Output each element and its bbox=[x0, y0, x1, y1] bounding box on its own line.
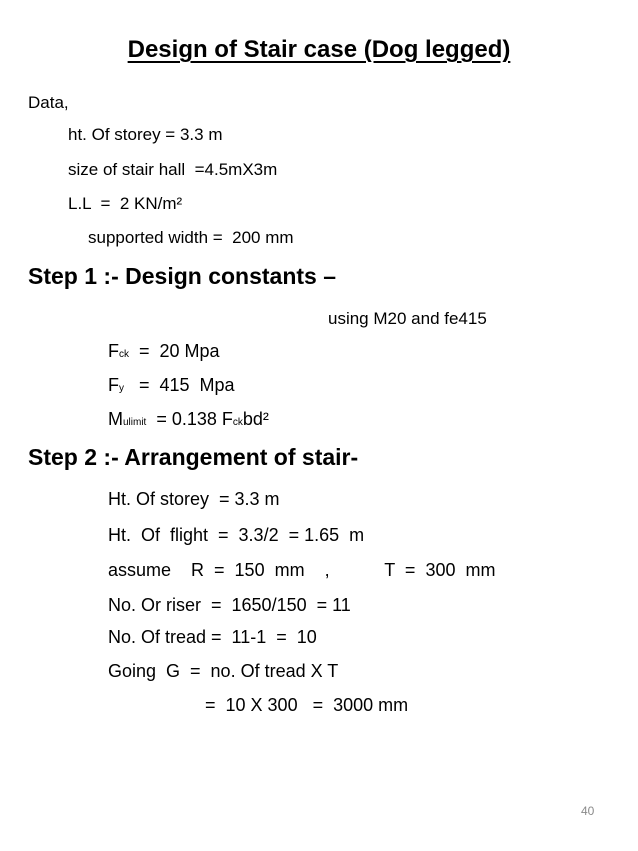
slide-title: Design of Stair case (Dog legged) bbox=[127, 36, 511, 63]
data-line-live-load: L.L = 2 KN/m² bbox=[68, 194, 183, 213]
step2-storey-height: Ht. Of storey = 3.3 m bbox=[108, 489, 280, 509]
step1-mulimit-line bbox=[108, 410, 269, 428]
step1-fy-line bbox=[108, 376, 235, 394]
step2-going-value: = 10 X 300 = 3000 mm bbox=[205, 695, 409, 715]
mulimit-symbol: M bbox=[108, 409, 123, 429]
fck-symbol: F bbox=[108, 341, 119, 361]
step2-flight-height: Ht. Of flight = 3.3/2 = 1.65 m bbox=[108, 525, 365, 545]
data-label: Data, bbox=[28, 93, 69, 112]
step1-heading: Step 1 :- Design constants – bbox=[28, 263, 337, 289]
mulimit-fck-subscript: ck bbox=[232, 417, 243, 428]
mulimit-subscript: ulimit bbox=[123, 417, 147, 428]
data-line-storey-height: ht. Of storey = 3.3 m bbox=[68, 125, 223, 144]
step2-number-of-treads: No. Of tread = 11-1 = 10 bbox=[108, 627, 317, 647]
fy-value: = 415 Mpa bbox=[124, 375, 235, 395]
data-line-supported-width: supported width = 200 mm bbox=[88, 228, 294, 247]
page-number: 40 bbox=[581, 804, 595, 818]
fy-symbol: F bbox=[108, 375, 119, 395]
data-line-stair-hall-size: size of stair hall =4.5mX3m bbox=[68, 160, 278, 179]
mulimit-bd: bd² bbox=[242, 409, 269, 429]
fck-subscript: ck bbox=[119, 349, 129, 360]
step2-number-of-risers: No. Or riser = 1650/150 = 11 bbox=[108, 595, 351, 615]
step1-fck-line bbox=[108, 342, 220, 360]
step1-material-note: using M20 and fe415 bbox=[328, 309, 487, 328]
fck-value: = 20 Mpa bbox=[129, 341, 220, 361]
step2-riser-tread-assumption: assume R = 150 mm , T = 300 mm bbox=[108, 560, 496, 580]
step2-heading: Step 2 :- Arrangement of stair- bbox=[28, 444, 359, 470]
mulimit-value: = 0.138 F bbox=[146, 409, 233, 429]
fy-subscript: y bbox=[119, 383, 124, 394]
step2-going-formula: Going G = no. Of tread X T bbox=[108, 661, 339, 681]
